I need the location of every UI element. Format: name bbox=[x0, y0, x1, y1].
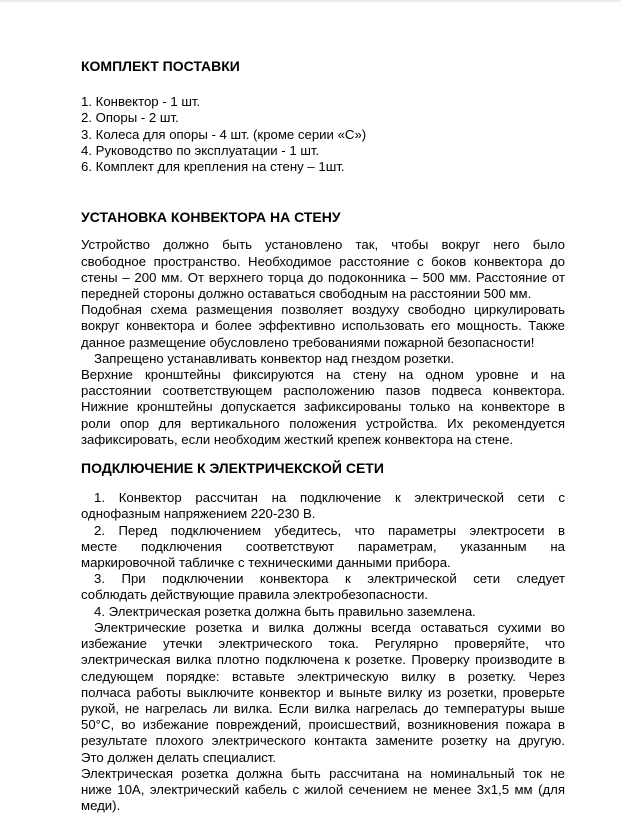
text-line: зафиксировать, если необходим жесткий крепеж конвектора на стене. bbox=[81, 431, 514, 447]
text-line: Запрещено устанавливать конвектор над гнездом розетки. bbox=[94, 350, 455, 366]
section-heading-wall-installation: УСТАНОВКА КОНВЕКТОРА НА СТЕНУ bbox=[81, 209, 341, 226]
text-line: ниже 10А, электрический кабель с жилой сечением не менее 3х1,5 мм (для bbox=[81, 781, 565, 797]
text-line: свободное пространство. Необходимое расстояние с боков конвектора до bbox=[81, 253, 565, 269]
text-line: 1. Конвектор - 1 шт. bbox=[81, 94, 201, 110]
text-line: Подобная схема размещения позволяет воздуху свободно циркулировать bbox=[81, 302, 565, 318]
section-heading-electrical-connection: ПОДКЛЮЧЕНИЕ К ЭЛЕКТРИЧЕКСКОЙ СЕТИ bbox=[81, 460, 384, 477]
text-line: результате плохого электрического контакта замените розетку на другую. bbox=[81, 733, 565, 749]
paragraph-safety-rules bbox=[81, 571, 565, 603]
text-line: 3. При подключении конвектора к электрической сети следует bbox=[94, 571, 565, 587]
page-content bbox=[81, 58, 565, 814]
section-heading-delivery-set: КОМПЛЕКТ ПОСТАВКИ bbox=[81, 58, 240, 74]
text-line: рукой, не нагрелась ли вилка. Если вилка нагрелась до температуры выше bbox=[81, 700, 565, 716]
text-line: электрическая вилка плотно подключена к розетке. Проверку производите в bbox=[81, 652, 565, 668]
text-line: 4. Электрическая розетка должна быть правильно заземлена. bbox=[94, 603, 476, 619]
paragraph-socket-prohibition bbox=[81, 351, 565, 367]
paragraph-clearance-requirements bbox=[81, 237, 565, 302]
delivery-set-list bbox=[81, 94, 565, 175]
section-electrical-connection bbox=[81, 460, 565, 814]
text-line: Устройство должно быть установлено так, чтобы вокруг него было bbox=[81, 237, 565, 253]
paragraph-check-parameters bbox=[81, 523, 565, 572]
paragraph-grounding bbox=[81, 604, 565, 620]
text-line: Нижние кронштейны допускается зафиксированы только на конвекторе в bbox=[81, 399, 565, 415]
paragraph-brackets bbox=[81, 367, 565, 448]
text-line: Электрические розетка и вилка должны всегда оставаться сухими во bbox=[94, 619, 565, 635]
text-line: избежание утечки электрического тока. Регулярно проверяйте, что bbox=[81, 636, 565, 652]
text-line: однофазным напряжением 220-230 В. bbox=[81, 506, 316, 522]
paragraph-voltage bbox=[81, 490, 565, 522]
section-delivery-set bbox=[81, 58, 565, 175]
text-line: соблюдать действующие правила электробезопасности. bbox=[81, 587, 429, 603]
text-line: данное размещение обусловлено требованиями пожарной безопасности! bbox=[81, 334, 535, 350]
text-line: 6. Комплект для крепления на стену – 1шт. bbox=[81, 159, 345, 175]
text-line: расстоянии соответствующем расположению пазов подвеса конвектора. bbox=[81, 383, 565, 399]
text-line: Верхние кронштейны фиксируются на стену на одном уровне и на bbox=[81, 367, 565, 383]
paragraph-plug-check-procedure bbox=[81, 620, 565, 766]
text-line: передней стороны должно оставаться свободным на расстоянии 500 мм. bbox=[81, 286, 532, 302]
text-line: 2. Опоры - 2 шт. bbox=[81, 110, 179, 126]
text-line: месте подключения соответствуют параметрам, указанным на bbox=[81, 538, 565, 554]
text-line: 50°С, во избежание повреждений, происшествий, возникновения пожара в bbox=[81, 717, 565, 733]
text-line: стены – 200 мм. От верхнего торца до подоконника – 500 мм. Расстояние от bbox=[81, 269, 565, 285]
paragraph-socket-rating bbox=[81, 766, 565, 815]
text-line: маркировочной табличке с техническими данными прибора. bbox=[81, 555, 451, 571]
text-line: 3. Колеса для опоры - 4 шт. (кроме серии «С») bbox=[81, 126, 367, 142]
text-line: следующем порядке: вставьте электрическую вилку в розетку. Через bbox=[81, 668, 565, 684]
text-line: 1. Конвектор рассчитан на подключение к электрической сети с bbox=[94, 490, 565, 506]
text-line: 4. Руководство по эксплуатации - 1 шт. bbox=[81, 142, 320, 158]
text-line: вокруг конвектора и более эффективно использовать его мощность. Также bbox=[81, 318, 565, 334]
text-line: 2. Перед подключением убедитесь, что параметры электросети в bbox=[94, 522, 565, 538]
paragraph-placement-scheme bbox=[81, 302, 565, 351]
text-line: Это должен делать специалист. bbox=[81, 749, 277, 765]
section-wall-installation bbox=[81, 209, 565, 448]
text-line: Электрическая розетка должна быть рассчитана на номинальный ток не bbox=[81, 765, 565, 781]
text-line: меди). bbox=[81, 798, 121, 814]
text-line: роли опор для вертикального положения устройства. Их рекомендуется bbox=[81, 415, 565, 431]
text-line: полчаса работы выключите конвектор и выньте вилку из розетки, проверьте bbox=[81, 684, 565, 700]
